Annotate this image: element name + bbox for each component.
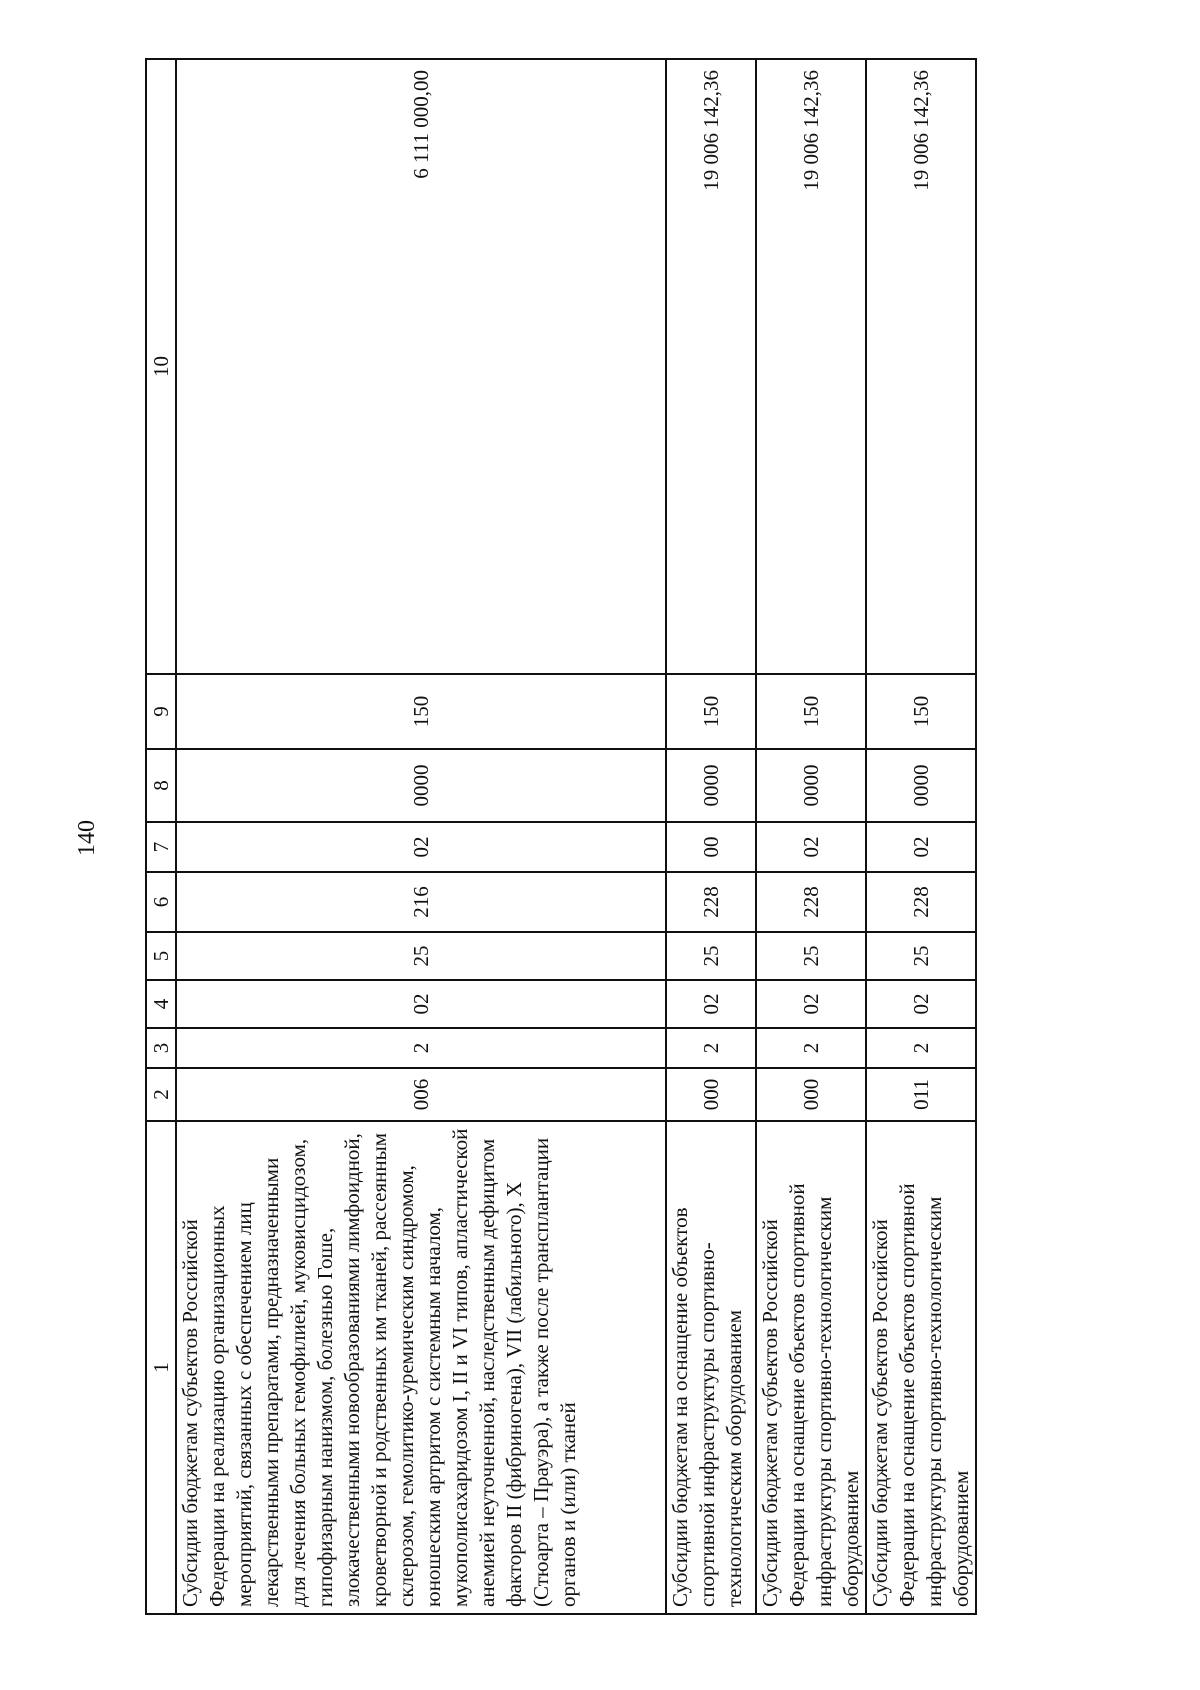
code-cell: 02 xyxy=(866,980,976,1028)
column-header: 9 xyxy=(146,674,176,749)
amount-cell: 6 111 000,00 xyxy=(176,59,666,674)
amount-cell: 19 006 142,36 xyxy=(756,59,866,674)
code-cell: 006 xyxy=(176,1068,666,1121)
column-header: 1 xyxy=(146,1121,176,1614)
table-row xyxy=(666,59,756,1614)
code-cell: 216 xyxy=(176,872,666,932)
code-cell: 0000 xyxy=(756,749,866,822)
code-cell: 2 xyxy=(176,1028,666,1068)
code-cell: 0000 xyxy=(666,749,756,822)
code-cell: 25 xyxy=(756,932,866,980)
row-description: Субсидии бюджетам субъектов Российской Федерации на оснащение объектов спортивной инфраструктуры спортивно-технологическим оборудованием xyxy=(756,1121,866,1614)
column-header: 5 xyxy=(146,932,176,980)
code-cell: 02 xyxy=(176,980,666,1028)
code-cell: 2 xyxy=(666,1028,756,1068)
column-header: 7 xyxy=(146,822,176,872)
table-row xyxy=(756,59,866,1614)
code-cell: 150 xyxy=(756,674,866,749)
code-cell: 150 xyxy=(666,674,756,749)
column-header: 10 xyxy=(146,59,176,674)
code-cell: 000 xyxy=(666,1068,756,1121)
code-cell: 00 xyxy=(666,822,756,872)
code-cell: 2 xyxy=(866,1028,976,1068)
table-row xyxy=(176,59,666,1614)
amount-cell: 19 006 142,36 xyxy=(866,59,976,674)
table-row xyxy=(866,59,976,1614)
code-cell: 0000 xyxy=(176,749,666,822)
code-cell: 02 xyxy=(666,980,756,1028)
code-cell: 02 xyxy=(866,822,976,872)
code-cell: 228 xyxy=(756,872,866,932)
code-cell: 02 xyxy=(176,822,666,872)
page-number: 140 xyxy=(74,820,100,856)
code-cell: 25 xyxy=(866,932,976,980)
column-header: 2 xyxy=(146,1068,176,1121)
code-cell: 150 xyxy=(866,674,976,749)
code-cell: 02 xyxy=(756,822,866,872)
row-description: Субсидии бюджетам субъектов Российской Федерации на оснащение объектов спортивной инфраструктуры спортивно-технологическим оборудованием xyxy=(866,1121,976,1614)
code-cell: 011 xyxy=(866,1068,976,1121)
column-header: 3 xyxy=(146,1028,176,1068)
column-header: 6 xyxy=(146,872,176,932)
code-cell: 150 xyxy=(176,674,666,749)
code-cell: 2 xyxy=(756,1028,866,1068)
code-cell: 25 xyxy=(666,932,756,980)
row-description: Субсидии бюджетам субъектов Российской Федерации на реализацию организационных мероприятий, связанных с обеспечением лиц лекарственными препаратами, предназначенными для лечения больных гемофилией, муковисцидозом, гипофизарным нанизмом, болезнью Гоше, злокачественными новообразованиями лимфоидной, кроветворной и родственных им тканей, рассеянным склерозом, гемолитико-уремическим синдромом, юношеским артритом с системным началом, мукополисахаридозом I, II и VI типов, апластической анемией неуточненной, наследственным дефицитом факторов II (фибриногена), VII (лабильного), X (Стюарта – Прауэра), а также после трансплантации органов и (или) тканей xyxy=(176,1121,666,1614)
column-number-row xyxy=(146,59,176,1614)
code-cell: 0000 xyxy=(866,749,976,822)
code-cell: 25 xyxy=(176,932,666,980)
column-header: 8 xyxy=(146,749,176,822)
code-cell: 228 xyxy=(866,872,976,932)
row-description: Субсидии бюджетам на оснащение объектов спортивной инфраструктуры спортивно-технологическим оборудованием xyxy=(666,1121,756,1614)
amount-cell: 19 006 142,36 xyxy=(666,59,756,674)
budget-table xyxy=(145,58,977,1615)
code-cell: 228 xyxy=(666,872,756,932)
column-header: 4 xyxy=(146,980,176,1028)
code-cell: 02 xyxy=(756,980,866,1028)
code-cell: 000 xyxy=(756,1068,866,1121)
